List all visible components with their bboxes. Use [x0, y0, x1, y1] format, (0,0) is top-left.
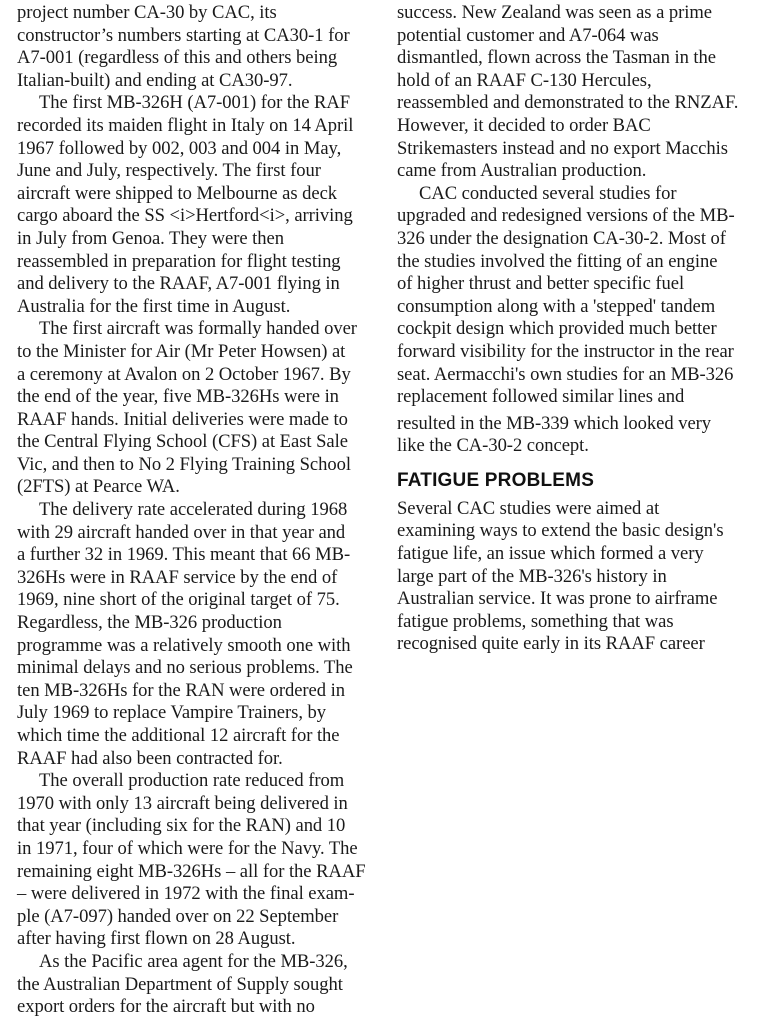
text-line: 326Hs were in RAAF service by the end of [17, 566, 338, 588]
text-line: RAAF hands. Initial deliveries were made to [17, 408, 348, 430]
text-line: and delivery to the RAAF, A7-001 flying in [17, 273, 340, 295]
text-line: in 1971, four of which were for the Navy. The [17, 837, 358, 859]
text-line: CAC conducted several studies for [419, 182, 677, 204]
text-line: reassembled in preparation for flight testing [17, 250, 341, 272]
text-line: like the CA-30-2 concept. [397, 435, 589, 457]
text-line: examining ways to extend the basic design's [397, 520, 724, 542]
text-line: – were delivered in 1972 with the final exam- [17, 883, 355, 905]
text-line: of higher thrust and better specific fuel [397, 273, 685, 295]
text-line: Vic, and then to No 2 Flying Training School [17, 453, 351, 475]
text-line: with 29 aircraft handed over in that year and [17, 521, 346, 543]
text-line: 326 under the designation CA-30-2. Most of [397, 227, 726, 249]
text-line: minimal delays and no serious problems. The [17, 657, 353, 679]
text-line: fatigue problems, something that was [397, 610, 674, 632]
text-line: As the Pacific area agent for the MB-326, [39, 950, 348, 972]
text-line: seat. Aermacchi's own studies for an MB-326 [397, 363, 734, 385]
text-line: Strikemasters instead and no export Macchis [397, 137, 728, 159]
text-line: programme was a relatively smooth one with [17, 634, 351, 656]
text-line: the end of the year, five MB-326Hs were in [17, 386, 339, 408]
text-line: The overall production rate reduced from [39, 770, 345, 792]
text-line: the Central Flying School (CFS) at East Sale [17, 431, 348, 453]
text-line: replacement followed similar lines and [397, 386, 685, 408]
text-line: The delivery rate accelerated during 1968 [39, 499, 348, 521]
text-line: export orders for the aircraft but with no [17, 996, 315, 1018]
right-column-paragraph-end [397, 413, 757, 458]
text-line: project number CA-30 by CAC, its [17, 2, 277, 23]
text-line: cockpit design which provided much better [397, 318, 717, 340]
text-line: upgraded and redesigned versions of the MB- [397, 205, 735, 227]
text-line: large part of the MB-326's history in [397, 565, 667, 587]
text-line: Regardless, the MB-326 production [17, 612, 282, 634]
section-heading: FATIGUE PROBLEMS [397, 469, 595, 491]
section-body [397, 498, 757, 656]
text-line: in July from Genoa. They were then [17, 227, 284, 249]
text-line: recorded its maiden flight in Italy on 14 April [17, 114, 354, 136]
text-line: The first aircraft was formally handed over [39, 318, 357, 340]
text-line: 1970 with only 13 aircraft being delivered in [17, 792, 348, 814]
text-line: came from Australian production. [397, 160, 647, 182]
text-line: 1967 followed by 002, 003 and 004 in May, [17, 137, 342, 159]
text-line: July 1969 to replace Vampire Trainers, by [17, 702, 327, 724]
text-line: aircraft were shipped to Melbourne as deck [17, 182, 338, 204]
text-line: a ceremony at Avalon on 2 October 1967. By [17, 363, 351, 385]
text-line: However, it decided to order BAC [397, 114, 651, 136]
text-line: Australia for the first time in August. [17, 295, 291, 317]
text-line: to the Minister for Air (Mr Peter Howsen) at [17, 340, 346, 362]
text-line: recognised quite early in its RAAF career [397, 633, 705, 655]
text-line: The first MB-326H (A7-001) for the RAF [39, 92, 351, 114]
text-line: hold of an RAAF C-130 Hercules, [397, 69, 652, 91]
text-line: June and July, respectively. The first four [17, 160, 321, 182]
text-line: consumption along with a 'stepped' tandem [397, 295, 716, 317]
left-column [17, 2, 379, 1019]
text-line: a further 32 in 1969. This meant that 66 MB- [17, 544, 351, 566]
right-column [397, 2, 757, 656]
text-line: after having first flown on 28 August. [17, 928, 296, 950]
text-line: which time the additional 12 aircraft for the [17, 725, 340, 746]
text-line: resulted in the MB-339 which looked very [397, 412, 712, 434]
text-line: the Australian Department of Supply sought [17, 973, 343, 995]
text-line: success. New Zealand was seen as a prime [397, 2, 713, 23]
text-line: constructor’s numbers starting at CA30-1 for [17, 24, 350, 46]
text-line: remaining eight MB-326Hs – all for the RAAF [17, 860, 366, 882]
text-line: forward visibility for the instructor in the rear [397, 340, 734, 362]
text-line: Australian service. It was prone to airframe [397, 588, 718, 610]
text-line: RAAF had also been contracted for. [17, 747, 283, 769]
right-column-continued-paragraphs [397, 2, 757, 409]
text-line: ple (A7-097) handed over on 22 September [17, 905, 339, 927]
text-line: ten MB-326Hs for the RAN were ordered in [17, 679, 345, 701]
text-line: 1969, nine short of the original target of 75. [17, 589, 340, 611]
text-line: cargo aboard the SS <i>Hertford<i>, arriving [17, 205, 353, 227]
text-line: dismantled, flown across the Tasman in the [397, 47, 716, 69]
text-line: Several CAC studies were aimed at [397, 497, 660, 519]
text-line: Italian-built) and ending at CA30-97. [17, 69, 293, 91]
text-line: A7-001 (regardless of this and others being [17, 47, 338, 69]
text-line: that year (including six for the RAN) and 10 [17, 815, 346, 837]
text-line: fatigue life, an issue which formed a very [397, 543, 704, 565]
text-line: (2FTS) at Pearce WA. [17, 476, 180, 498]
text-line: potential customer and A7-064 was [397, 24, 659, 46]
text-line: the studies involved the fitting of an engine [397, 250, 718, 272]
text-line: reassembled and demonstrated to the RNZAF. [397, 92, 739, 114]
